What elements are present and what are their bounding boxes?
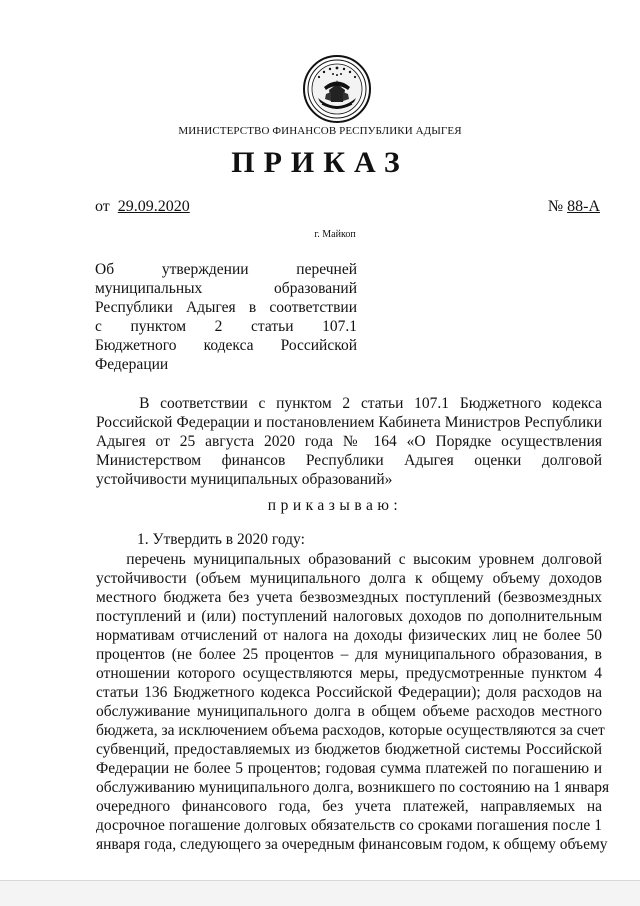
text-line: обслуживанию муниципального долга, возникшего по состоянию на 1 января <box>96 779 610 796</box>
orders-word: приказываю: <box>267 497 403 514</box>
text-line: устойчивости (объем муниципального долга к общему объему доходов <box>96 570 602 587</box>
text-line: перечень муниципальных образований с высоким уровнем долговой <box>96 551 602 568</box>
number-prefix: № <box>547 198 564 215</box>
coat-of-arms-of-adygea-icon <box>302 54 372 124</box>
subject-line: с пунктом 2 статьи 107.1 <box>95 318 357 335</box>
subject-line: Федерации <box>95 356 169 373</box>
text-line: устойчивости муниципальных образований» <box>96 471 393 488</box>
date-prefix: от <box>95 198 110 215</box>
item-1-paragraph <box>96 550 610 854</box>
city: г. Майкоп <box>314 229 356 240</box>
text-line: Федерации не более 5 процентов; годовая сумма платежей по погашению и <box>96 760 602 777</box>
subject-line: Бюджетного кодекса Российской <box>95 337 357 354</box>
date-value: 29.09.2020 <box>117 198 190 215</box>
order-date <box>95 198 190 216</box>
text-line: обслуживание муниципального долга в общем объеме расходов местного <box>96 703 602 720</box>
text-line: досрочное погашение долговых обязательств со сроками погашения после 1 <box>96 817 602 834</box>
ministry-name: МИНИСТЕРСТВО ФИНАНСОВ РЕСПУБЛИКИ АДЫГЕЯ <box>178 125 462 137</box>
subject-line: Республики Адыгея в соответствии <box>95 299 357 316</box>
text-line: субвенций, предоставляемых из бюджетов бюджетной системы Российской <box>96 741 602 758</box>
text-line: очередного финансового года, без учета платежей, направляемых на <box>96 798 602 815</box>
text-line: статьи 136 Бюджетного кодекса Российской Федерации); доля расходов на <box>96 684 602 701</box>
text-line: поступлений и (или) поступлений налоговых доходов по дополнительным <box>96 608 602 625</box>
order-subject <box>95 260 357 374</box>
item-1-heading: 1. Утвердить в 2020 году: <box>137 531 305 548</box>
text-line: Адыгея от 25 августа 2020 года № 164 «О Порядке осуществления <box>96 433 602 450</box>
text-line: Министерством финансов Республики Адыгея оценки долговой <box>96 452 602 469</box>
subject-line: Об утверждении перечней <box>95 261 357 278</box>
subject-line: муниципальных образований <box>95 280 357 297</box>
text-line: января года, следующего за очередным финансовым годом, к общему объему <box>96 836 608 853</box>
text-line: местного бюджета без учета безвозмездных поступлений (безвозмездных <box>96 589 602 606</box>
text-line: бюджета, за исключением объема расходов, которые осуществляются за счет <box>96 722 605 739</box>
document-title: ПРИКАЗ <box>231 146 409 179</box>
text-line: отношении которого осуществляются меры, предусмотренные пунктом 4 <box>96 665 602 682</box>
preamble-paragraph <box>96 394 602 489</box>
text-line: нормативам отчислений от налога на доходы физических лиц не более 50 <box>96 627 602 644</box>
text-line: процентов (не более 25 процентов – для муниципального образования, в <box>96 646 602 663</box>
page-bottom-edge <box>0 880 640 906</box>
text-line: В соответствии с пунктом 2 статьи 107.1 Бюджетного кодекса <box>96 395 602 412</box>
text-line: Российской Федерации и постановлением Кабинета Министров Республики <box>96 414 602 431</box>
order-number <box>548 198 600 216</box>
number-value: 88-А <box>567 198 600 215</box>
